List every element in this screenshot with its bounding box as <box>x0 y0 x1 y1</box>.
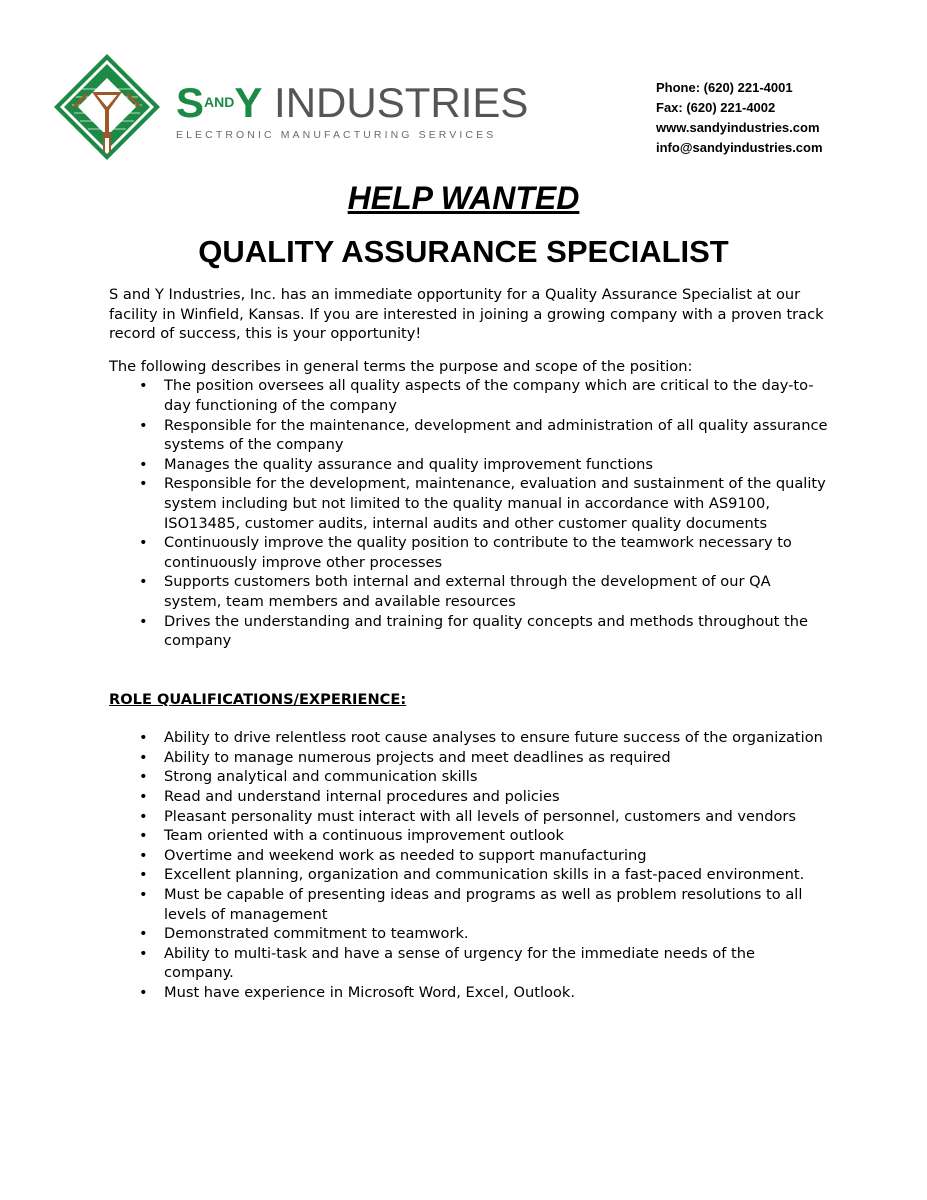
bullet-icon: • <box>139 748 148 766</box>
intro-paragraph: S and Y Industries, Inc. has an immediate opportunity for a Quality Assurance Specialist at our facility in Winfield, Kansas. If you are interested in joining a growing company with a proven track record of success, this is your opportunity! <box>109 286 824 343</box>
qualification-item <box>109 924 829 944</box>
qualification-text: Must be capable of presenting ideas and programs as well as problem resolutions to all levels of management <box>164 886 803 923</box>
duty-text: Supports customers both internal and external through the development of our QA system, team members and available resources <box>164 573 771 610</box>
company-name-y: Y <box>234 79 263 126</box>
company-name-s: S <box>176 79 205 126</box>
headline: HELP WANTED <box>347 180 580 216</box>
contact-fax: Fax: (620) 221-4002 <box>656 100 776 115</box>
duty-text: Responsible for the development, maintenance, evaluation and sustainment of the quality system including but not limited to the quality manual in accordance with AS9100, ISO13485, customer audits, internal audits and other customer quality documents <box>164 475 826 532</box>
company-name-and: AND <box>204 94 235 110</box>
company-tagline: ELECTRONIC MANUFACTURING SERVICES <box>176 129 497 141</box>
qualification-item <box>109 787 829 807</box>
qualification-text: Ability to drive relentless root cause analyses to ensure future success of the organization <box>164 729 823 747</box>
duty-item <box>109 572 829 611</box>
qualification-text: Read and understand internal procedures and policies <box>164 788 560 806</box>
qualification-item <box>109 767 829 787</box>
bullet-icon: • <box>139 475 148 493</box>
duties-list <box>109 376 829 650</box>
bullet-icon: • <box>139 455 148 473</box>
qualification-item <box>109 846 829 866</box>
diamond-y-logo-icon <box>52 52 162 162</box>
bullet-icon: • <box>139 768 148 786</box>
bullet-icon: • <box>139 866 148 884</box>
bullet-icon: • <box>139 534 148 552</box>
duty-item <box>109 376 829 415</box>
qualification-text: Overtime and weekend work as needed to support manufacturing <box>164 846 647 864</box>
bullet-icon: • <box>139 377 148 395</box>
posting-body <box>109 285 829 1003</box>
duty-item <box>109 474 829 533</box>
bullet-icon: • <box>139 944 148 962</box>
contact-phone: Phone: (620) 221-4001 <box>656 80 793 95</box>
bullet-icon: • <box>139 573 148 591</box>
qualification-text: Strong analytical and communication skills <box>164 768 478 786</box>
qualification-item <box>109 885 829 924</box>
scope-lead: The following describes in general terms the purpose and scope of the position: <box>109 357 693 375</box>
contact-web: www.sandyindustries.com <box>656 120 820 135</box>
qualification-item <box>109 748 829 768</box>
qualification-text: Ability to multi-task and have a sense of urgency for the immediate needs of the company. <box>164 944 756 982</box>
qualification-item <box>109 865 829 885</box>
bullet-icon: • <box>139 827 148 845</box>
qualification-item <box>109 944 829 983</box>
qualification-text: Demonstrated commitment to teamwork. <box>164 925 469 943</box>
bullet-icon: • <box>139 788 148 806</box>
bullet-icon: • <box>139 729 148 747</box>
company-name-industries: INDUSTRIES <box>274 79 529 126</box>
duty-item <box>109 612 829 651</box>
bullet-icon: • <box>139 807 148 825</box>
qualifications-heading: ROLE QUALIFICATIONS/EXPERIENCE: <box>109 690 407 708</box>
duty-text: Manages the quality assurance and quality improvement functions <box>164 455 654 473</box>
company-logo-wordmark <box>176 80 528 141</box>
bullet-icon: • <box>139 416 148 434</box>
company-name <box>176 80 528 125</box>
duty-item <box>109 533 829 572</box>
qualification-item <box>109 826 829 846</box>
bullet-icon: • <box>139 846 148 864</box>
duty-item <box>109 416 829 455</box>
qualification-text: Must have experience in Microsoft Word, Excel, Outlook. <box>164 984 575 1001</box>
duty-text: Responsible for the maintenance, development and administration of all quality assurance systems of the company <box>164 416 828 454</box>
duty-text: The position oversees all quality aspects of the company which are critical to the day-to-day functioning of the company <box>164 377 814 414</box>
qualification-item <box>109 983 829 1003</box>
bullet-icon: • <box>139 925 148 943</box>
bullet-icon: • <box>139 612 148 630</box>
duty-item <box>109 455 829 475</box>
contact-block <box>656 78 823 158</box>
position-title: QUALITY ASSURANCE SPECIALIST <box>198 234 729 269</box>
qualification-item <box>109 807 829 827</box>
qualification-item <box>109 728 829 748</box>
qualification-text: Excellent planning, organization and communication skills in a fast-paced environment. <box>164 866 805 884</box>
duty-text: Continuously improve the quality position to contribute to the teamwork necessary to continuously improve other processes <box>164 534 792 571</box>
duty-text: Drives the understanding and training for quality concepts and methods throughout the company <box>164 612 808 650</box>
bullet-icon: • <box>139 886 148 904</box>
qualifications-list <box>109 728 829 1002</box>
bullet-icon: • <box>139 984 148 1001</box>
qualification-text: Pleasant personality must interact with all levels of personnel, customers and vendors <box>164 807 797 825</box>
qualification-text: Team oriented with a continuous improvement outlook <box>164 827 564 845</box>
qualification-text: Ability to manage numerous projects and meet deadlines as required <box>164 748 671 766</box>
contact-email: info@sandyindustries.com <box>656 140 823 155</box>
